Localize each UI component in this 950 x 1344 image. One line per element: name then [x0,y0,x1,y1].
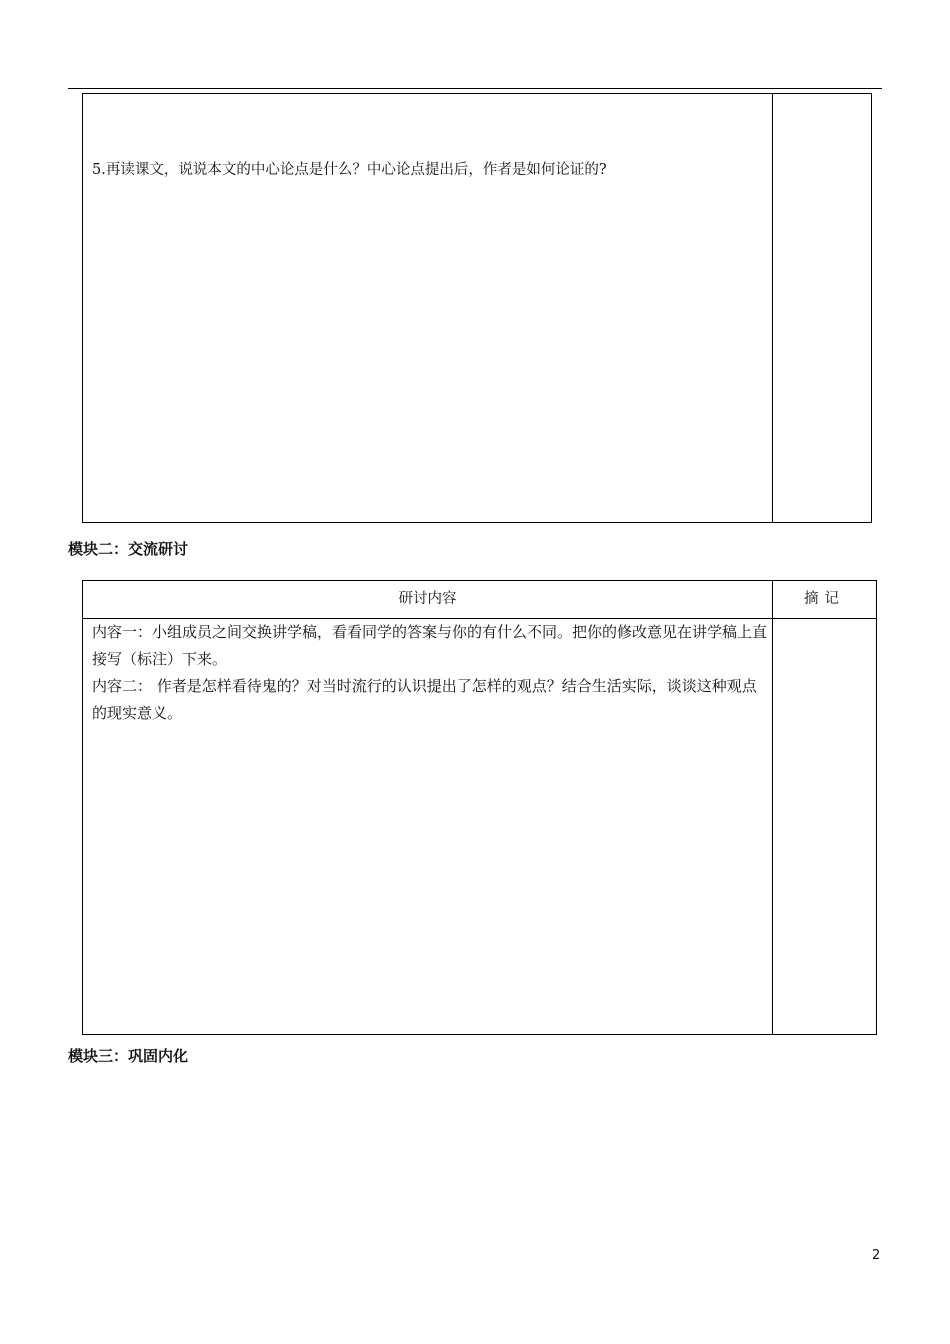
notes-column-divider [772,94,773,522]
discussion-content-header: 研讨内容 [398,591,457,607]
page-number: 2 [872,1248,881,1263]
discussion-table [82,580,877,1035]
notes-column-divider [772,581,773,1034]
module-3-heading: 模块三：巩固内化 [68,1047,189,1065]
question-5-box [82,93,872,523]
notes-header: 摘记 [804,591,845,607]
discussion-content-one: 内容一：小组成员之间交换讲学稿，看看同学的答案与你的有什么不同。把你的修改意见在讲学稿上直接写（标注）下来。 [92,623,768,668]
discussion-content-two: 内容二： 作者是怎样看待鬼的？对当时流行的认识提出了怎样的观点？结合生活实际，谈谈这种观点的现实意义。 [92,677,757,722]
module-2-heading: 模块二：交流研讨 [68,540,189,558]
question-5-text: 5.再读课文，说说本文的中心论点是什么？中心论点提出后，作者是如何论证的? [92,162,607,178]
header-rule [68,88,882,89]
discussion-content-cell [92,619,767,727]
